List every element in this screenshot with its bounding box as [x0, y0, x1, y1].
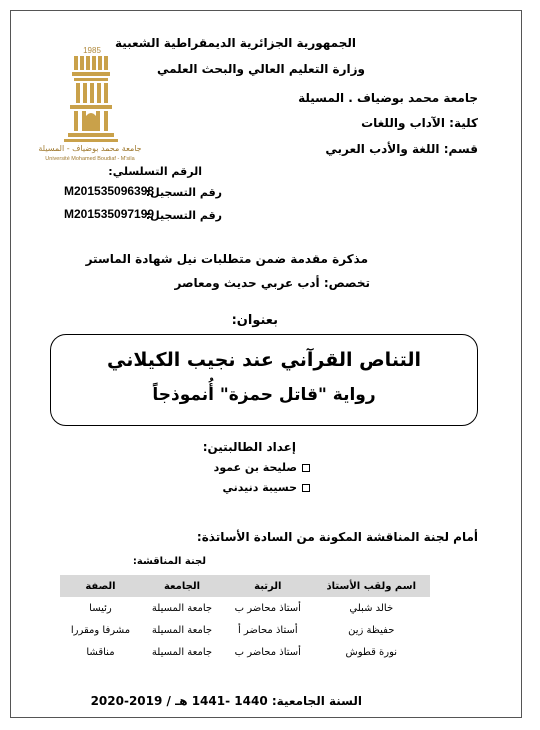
- registration-label-2: رقم التسجيل:: [145, 209, 222, 222]
- column-header: اسم ولقب الأستاذ: [313, 575, 430, 597]
- university-line: جامعة محمد بوضياف . المسيلة: [298, 91, 478, 105]
- committee-table: [60, 575, 430, 663]
- author-item: [223, 481, 310, 494]
- committee-label: لجنة المناقشة:: [132, 556, 206, 567]
- academic-year: السنة الجامعية: 1440 -1441 هـ / 2019-2020: [90, 694, 362, 708]
- table-cell: مشرفا ومقررا: [70, 624, 131, 636]
- table-row: [60, 597, 430, 619]
- title-box: [50, 334, 478, 426]
- table-header-row: [60, 575, 430, 597]
- table-cell: حفيظة زين: [348, 624, 395, 636]
- author-item: [214, 461, 310, 474]
- column-header: الرتبة: [223, 575, 313, 597]
- bullet-icon: [302, 464, 310, 472]
- column-header: الجامعة: [141, 575, 223, 597]
- table-cell: خالد شبلي: [349, 602, 394, 614]
- logo-year: 1985: [83, 46, 101, 55]
- committee-intro: أمام لجنة المناقشة المكونة من السادة الأساتذة:: [196, 530, 478, 544]
- republic-line: الجمهورية الجزائرية الديمقراطية الشعبية: [114, 36, 356, 50]
- table-row: [60, 641, 430, 663]
- table-cell: أستاذ محاضر أ: [237, 624, 298, 636]
- logo-name-arabic: جامعة محمد بوضياف - المسيلة: [38, 144, 142, 153]
- thesis-subtitle: رواية "قاتل حمزة" أُنموذجاً: [152, 385, 376, 405]
- table-cell: جامعة المسيلة: [151, 646, 213, 658]
- logo-emblem-icon: [30, 42, 150, 146]
- author-name: حسيبة دنيدني: [222, 481, 297, 494]
- table-cell: أستاذ محاضر ب: [234, 602, 301, 614]
- logo-name-french: Université Mohamed Boudiaf - M'sila: [45, 156, 135, 162]
- serial-label: الرقم التسلسلي:: [108, 165, 202, 178]
- table-cell: رئيسا: [89, 602, 112, 614]
- bullet-icon: [302, 484, 310, 492]
- table-cell: أستاذ محاضر ب: [234, 646, 301, 658]
- thesis-specialty: تخصص: أدب عربي حديث ومعاصر: [174, 276, 370, 290]
- title-label: بعنوان:: [231, 313, 278, 328]
- registration-value-1: M201535096398: [64, 184, 155, 198]
- department-line: قسم: اللغة والأدب العربي: [325, 142, 478, 156]
- authors-label: إعداد الطالبتين:: [202, 440, 296, 454]
- column-header: الصفة: [60, 575, 141, 597]
- registration-value-2: M201535097199: [64, 207, 155, 221]
- table-cell: جامعة المسيلة: [151, 624, 213, 636]
- author-name: صليحة بن عمود: [213, 461, 297, 474]
- faculty-line: كلية: الآداب واللغات: [361, 116, 478, 130]
- table-row: [60, 619, 430, 641]
- table-cell: جامعة المسيلة: [151, 602, 213, 614]
- registration-label-1: رقم التسجيل:: [145, 186, 222, 199]
- table-cell: نورة قطوش: [345, 646, 398, 658]
- thesis-purpose: مذكرة مقدمة ضمن متطلبات نيل شهادة الماستر: [85, 252, 368, 266]
- university-logo: [30, 42, 150, 170]
- thesis-title: التناص القرآني عند نجيب الكيلاني: [107, 349, 421, 371]
- ministry-line: وزارة التعليم العالي والبحث العلمي: [156, 62, 365, 76]
- table-cell: مناقشا: [86, 646, 115, 658]
